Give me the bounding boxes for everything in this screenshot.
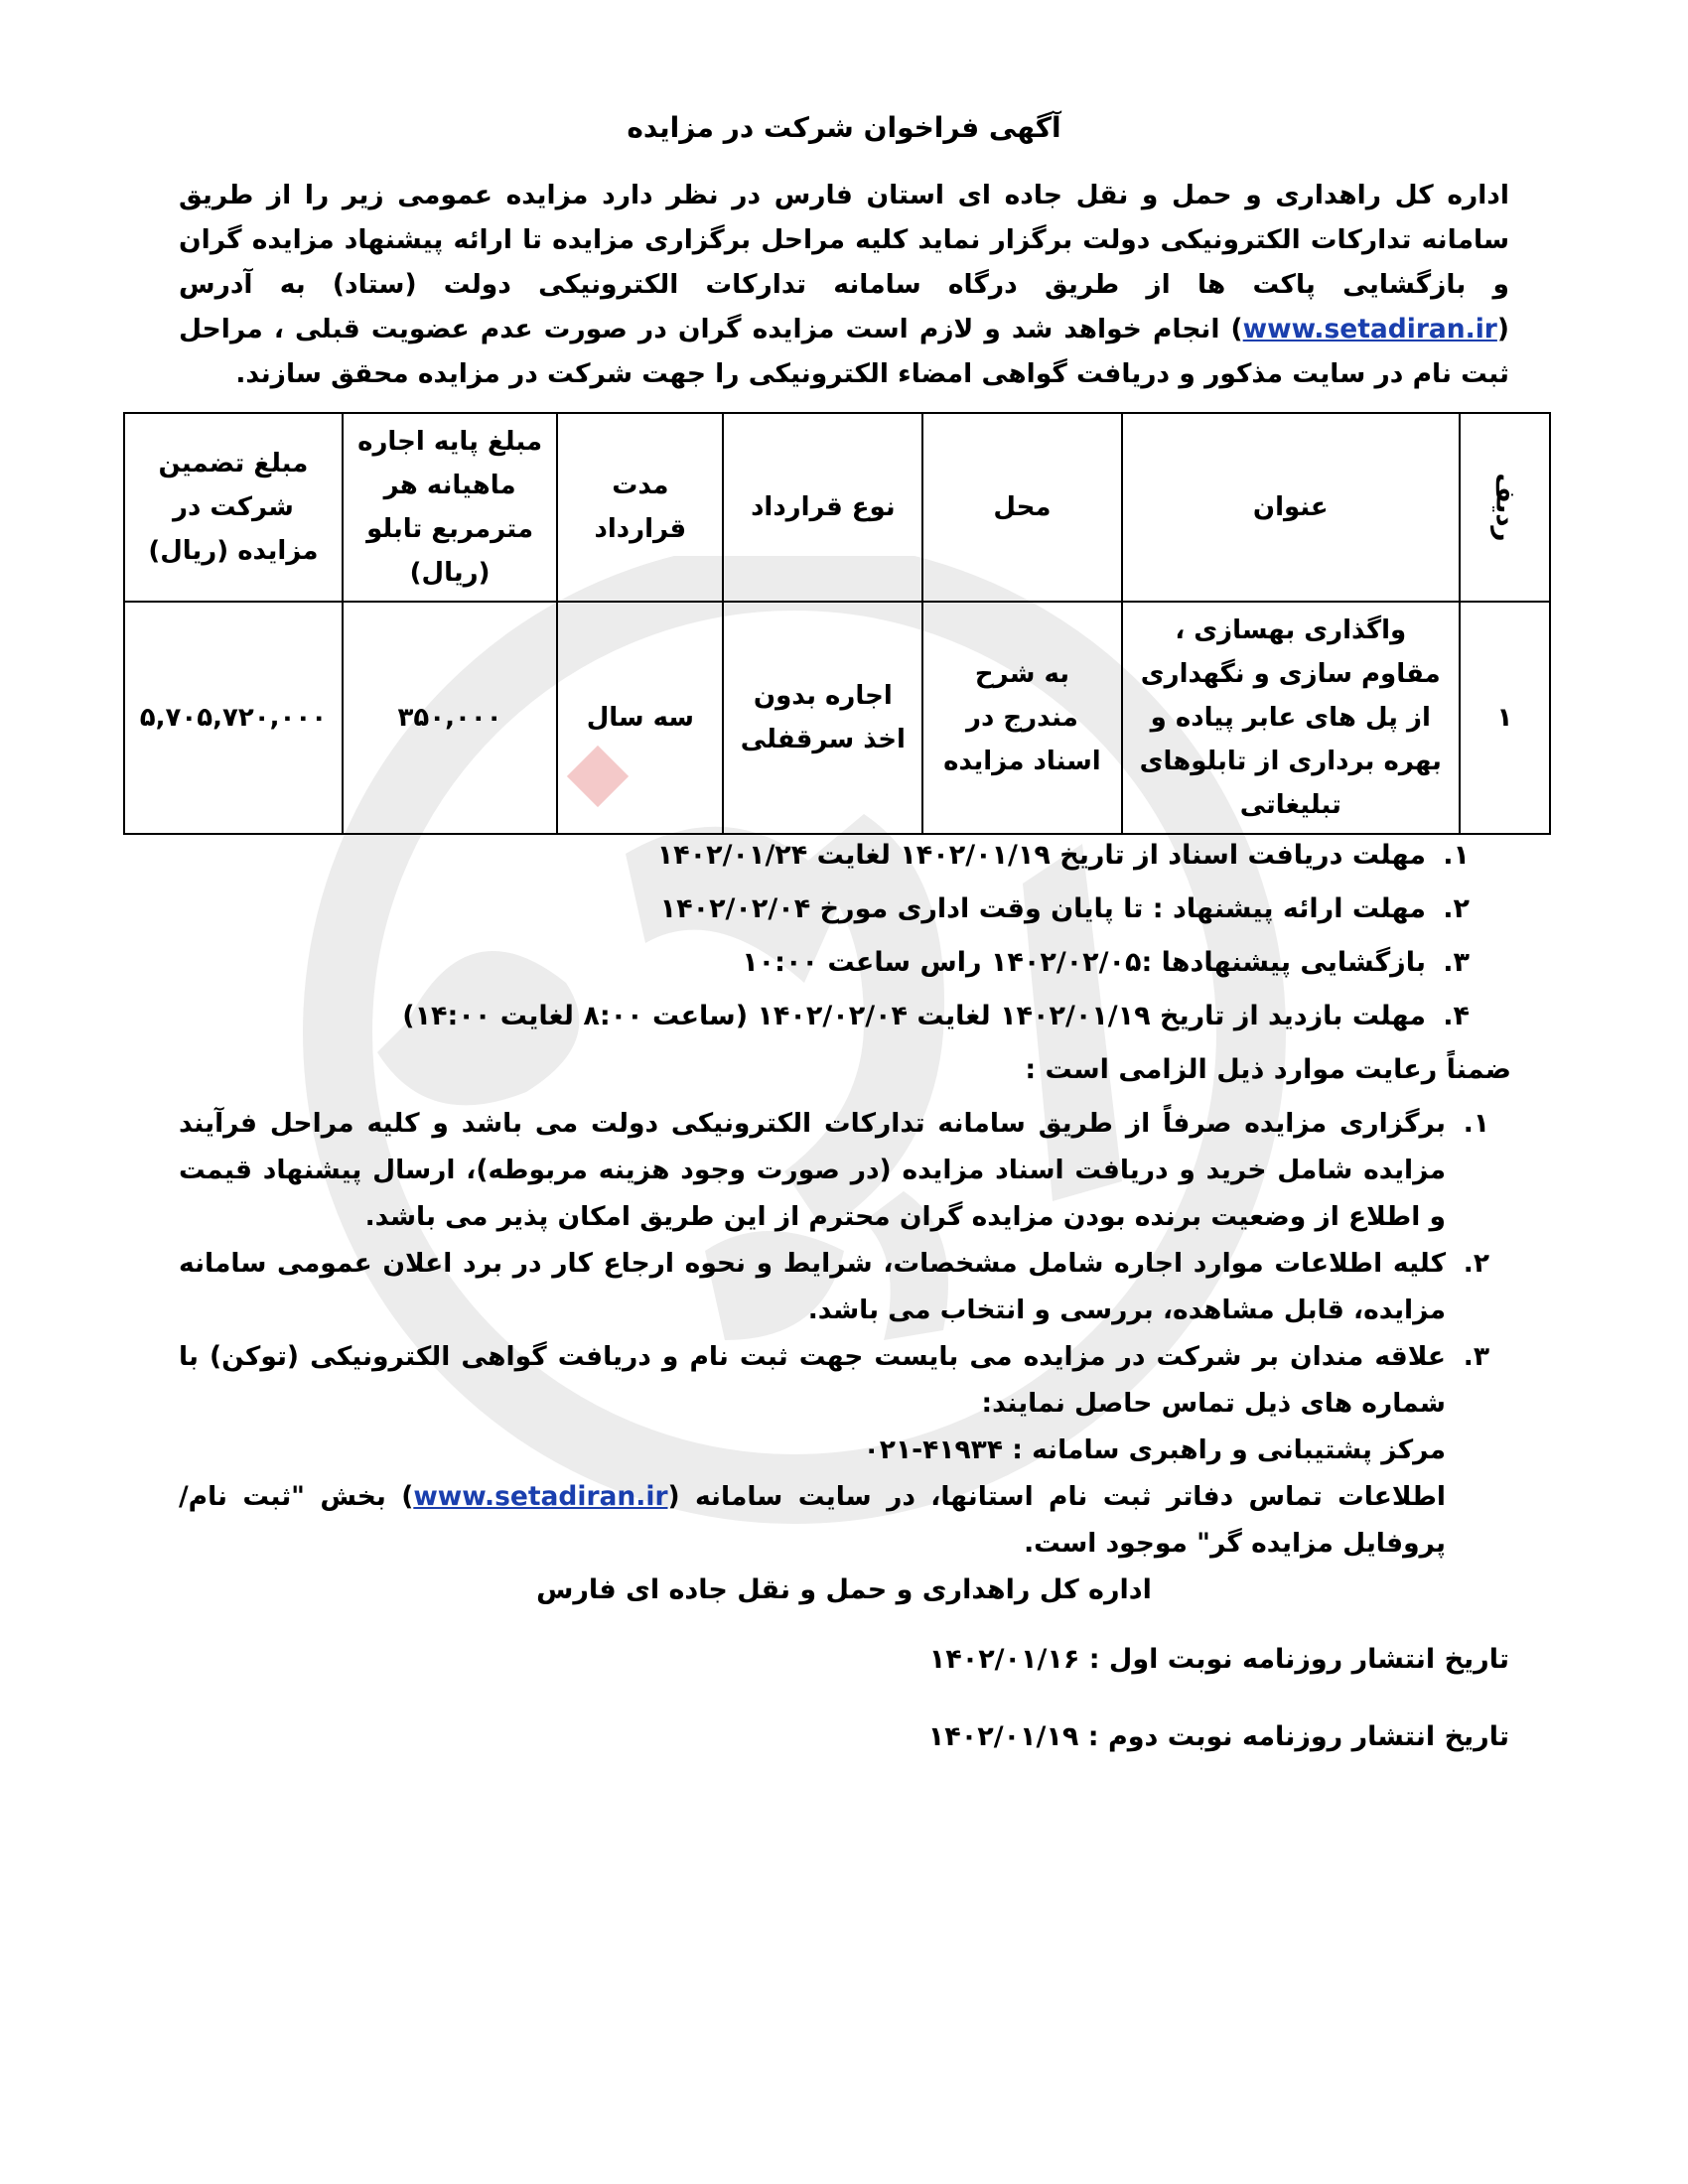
header-title: عنوان [1122, 413, 1460, 602]
cell-title: واگذاری بهسازی ، مقاوم سازی و نگهداری از پل های عابر پیاده و بهره برداری از تابلوهای تبلیغاتی [1122, 602, 1460, 834]
deadline-visit: مهلت بازدید از تاریخ ۱۴۰۲/۰۱/۱۹ لغایت ۱۴۰۲/۰۲/۰۴ (ساعت ۸:۰۰ لغایت ۱۴:۰۰) [402, 1001, 1426, 1031]
requirements-list [179, 1100, 1489, 1567]
cell-duration: سه سال [557, 602, 723, 834]
intro-paragraph [179, 173, 1509, 396]
list-item: ۲. کلیه اطلاعات موارد اجاره شامل مشخصات، شرایط و نحوه ارجاع کار در برد اعلان عمومی سامانه مزایده، قابل مشاهده، بررسی و انتخاب می باشد. [179, 1240, 1489, 1333]
cell-deposit: ۵,۷۰۵,۷۲۰,۰۰۰ [124, 602, 343, 834]
list-item: ۱. مهلت دریافت اسناد از تاریخ ۱۴۰۲/۰۱/۱۹ لغایت ۱۴۰۲/۰۱/۲۴ [179, 829, 1470, 883]
deadline-opening: بازگشایی پیشنهادها :۱۴۰۲/۰۲/۰۵ راس ساعت ۱۰:۰۰ [742, 947, 1426, 978]
header-duration: مدت قرارداد [557, 413, 723, 602]
auction-table [123, 412, 1551, 835]
setad-link-offices[interactable]: www.setadiran.ir [413, 1481, 668, 1512]
issuer-signature: اداره کل راهداری و حمل و نقل جاده ای فارس [536, 1574, 1152, 1605]
setad-link[interactable]: www.setadiran.ir [1242, 314, 1497, 344]
requirements-heading: ضمناً رعایت موارد ذیل الزامی است : [1025, 1054, 1511, 1085]
offices-info: اطلاعات تماس دفاتر ثبت نام استانها، در سایت سامانه (www.setadiran.ir) بخش "ثبت نام/پروفایل مزایده گر" موجود است. [179, 1481, 1446, 1559]
publication-date-first: تاریخ انتشار روزنامه نوبت اول : ۱۴۰۲/۰۱/۱۶ [928, 1644, 1509, 1675]
cell-contract-type: اجاره بدون اخذ سرقفلی [723, 602, 922, 834]
support-phone: مرکز پشتیبانی و راهبری سامانه : ۴۱۹۳۴-۰۲۱ [863, 1434, 1446, 1465]
offices-line [179, 1473, 1489, 1567]
deadline-proposal: مهلت ارائه پیشنهاد : تا پایان وقت اداری مورخ ۱۴۰۲/۰۲/۰۴ [659, 893, 1426, 924]
requirement-text: برگزاری مزایده صرفاً از طریق سامانه تدارکات الکترونیکی دولت می باشد و کلیه مراحل فرآیند مزایده شامل خرید و دریافت اسناد مزایده (در صورت وجود هزینه مربوطه)، ارسال پیشنهاد قیمت و اطلاع از وضعیت برنده بودن مزایده گران محترم از این طریق امکان پذیر می باشد. [179, 1108, 1446, 1232]
deadline-docs: مهلت دریافت اسناد از تاریخ ۱۴۰۲/۰۱/۱۹ لغایت ۱۴۰۲/۰۱/۲۴ [656, 840, 1426, 871]
page-title: آگهی فراخوان شرکت در مزایده [627, 111, 1061, 144]
list-item: ۲. مهلت ارائه پیشنهاد : تا پایان وقت اداری مورخ ۱۴۰۲/۰۲/۰۴ [179, 883, 1470, 936]
support-line [179, 1427, 1489, 1473]
table-header-row [124, 413, 1550, 602]
cell-row-number: ۱ [1460, 602, 1550, 834]
cell-base-price: ۳۵۰,۰۰۰ [343, 602, 557, 834]
list-item: ۳. بازگشایی پیشنهادها :۱۴۰۲/۰۲/۰۵ راس ساعت ۱۰:۰۰ [179, 936, 1470, 990]
cell-location: به شرح مندرج در اسناد مزایده [922, 602, 1121, 834]
intro-text-end: ) انجام خواهد شد و لازم است مزایده گران در صورت عدم عضویت قبلی ، مراحل ثبت نام در سایت مذکور و دریافت گواهی امضاء الکترونیکی را جهت شرکت در مزایده محقق سازند. [179, 314, 1509, 389]
deadlines-list [179, 829, 1470, 1043]
requirement-text: علاقه مندان بر شرکت در مزایده می بایست جهت ثبت نام و دریافت گواهی الکترونیکی (توکن) با شماره های ذیل تماس حاصل نمایند: [179, 1341, 1446, 1419]
header-deposit: مبلغ تضمین شرکت در مزایده (ریال) [124, 413, 343, 602]
header-contract-type: نوع قرارداد [723, 413, 922, 602]
list-item: ۳. علاقه مندان بر شرکت در مزایده می بایست جهت ثبت نام و دریافت گواهی الکترونیکی (توکن) با شماره های ذیل تماس حاصل نمایند: [179, 1333, 1489, 1427]
publication-date-second: تاریخ انتشار روزنامه نوبت دوم : ۱۴۰۲/۰۱/۱۹ [927, 1721, 1509, 1752]
table-row [124, 602, 1550, 834]
header-base-price: مبلغ پایه اجاره ماهیانه هر مترمربع تابلو (ریال) [343, 413, 557, 602]
intro-text-start: اداره کل راهداری و حمل و نقل جاده ای استان فارس در نظر دارد مزایده عمومی زیر را از طریق سامانه تدارکات الکترونیکی دولت برگزار نماید کلیه مراحل برگزاری مزایده تا ارائه پیشنهاد مزایده گران و بازگشایی پاکت ها از طریق درگاه سامانه تدارکات الکترونیکی دولت (ستاد) به آدرس ( [179, 180, 1509, 344]
header-location: محل [922, 413, 1121, 602]
header-row-number: ردیف [1460, 413, 1550, 602]
requirement-text: کلیه اطلاعات موارد اجاره شامل مشخصات، شرایط و نحوه ارجاع کار در برد اعلان عمومی سامانه مزایده، قابل مشاهده، بررسی و انتخاب می باشد. [179, 1248, 1446, 1325]
list-item: ۱. برگزاری مزایده صرفاً از طریق سامانه تدارکات الکترونیکی دولت می باشد و کلیه مراحل فرآیند مزایده شامل خرید و دریافت اسناد مزایده (در صورت وجود هزینه مربوطه)، ارسال پیشنهاد قیمت و اطلاع از وضعیت برنده بودن مزایده گران محترم از این طریق امکان پذیر می باشد. [179, 1100, 1489, 1240]
list-item: ۴. مهلت بازدید از تاریخ ۱۴۰۲/۰۱/۱۹ لغایت ۱۴۰۲/۰۲/۰۴ (ساعت ۸:۰۰ لغایت ۱۴:۰۰) [179, 990, 1470, 1043]
